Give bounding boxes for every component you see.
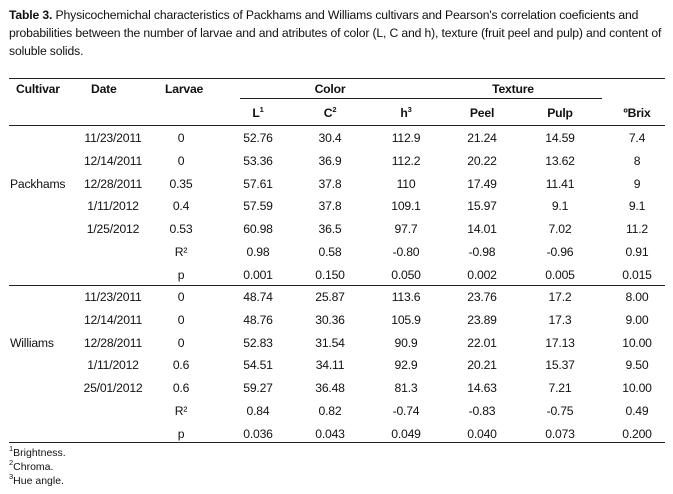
cell-h: 90.9 [394,335,418,350]
cell-date: 12/14/2011 [83,312,143,327]
cell-L: 0.001 [243,267,273,282]
cell-larvae: 0 [177,153,185,168]
cell-brix: 9.50 [625,358,649,373]
header-C: $C^2$ [323,105,337,120]
cell-C: 36.48 [315,381,345,396]
cell-L: 0.84 [246,404,270,418]
cell-brix: 10.00 [622,381,652,396]
header-date: Date [91,82,117,96]
footnote-1: $^1$Brightness. [9,444,66,459]
cell-h: -0.74 [392,404,420,418]
cell-pulp: 15.37 [545,358,575,373]
cell-L: 59.27 [243,381,273,396]
cell-L: 48.74 [243,290,273,304]
cell-C: 34.11 [315,358,345,373]
cell-C: 0.58 [318,245,342,259]
cell-brix: 0.015 [622,267,652,282]
group-divider-rule [9,285,665,286]
cell-brix: 9.00 [625,312,649,327]
cell-date: 11/23/2011 [84,131,142,145]
cell-L: 52.83 [243,335,273,350]
cell-C: 31.54 [315,335,345,350]
cell-h: 112.9 [391,131,421,145]
cell-pulp: 0.073 [545,426,575,441]
cell-brix: 0.49 [625,404,649,418]
cell-larvae: 0 [177,290,185,304]
cell-pulp: 17.2 [548,290,572,304]
cell-C: 36.5 [318,222,342,237]
cell-peel: 23.89 [467,312,497,327]
cell-larvae: R² [174,404,188,418]
cell-brix: 8 [633,153,641,168]
cell-brix: 8.00 [625,290,649,304]
cell-date: 12/14/2011 [83,153,143,168]
cell-larvae: 0 [177,335,185,350]
cell-L: 53.36 [243,153,273,168]
table-caption [9,6,669,60]
header-L: $L^1$ [252,105,264,120]
footnote-3: $^3$Hue angle. [9,472,64,487]
header-brix: ºBrix [623,106,651,120]
cell-C: 37.8 [318,176,342,191]
cell-peel: 15.97 [467,199,497,214]
cell-pulp: 17.3 [548,312,572,327]
cell-brix: 0.91 [625,245,649,259]
cell-brix: 10.00 [622,335,652,350]
cell-C: 37.8 [318,199,342,214]
cell-pulp: 17.13 [545,335,575,350]
cell-pulp: 7.21 [548,381,572,396]
cell-larvae: 0.6 [172,358,190,373]
cell-h: 113.6 [391,290,421,304]
cell-brix: 9 [633,176,641,191]
cell-h: 0.049 [391,426,421,441]
cell-peel: -0.98 [468,245,496,259]
cell-h: 0.050 [391,267,421,282]
footnote-2: $^2$Chroma. [9,458,54,473]
cell-date: 1/11/2012 [87,358,139,373]
cell-L: 57.61 [243,176,273,191]
cell-h: 81.3 [394,381,418,396]
cell-h: -0.80 [392,245,420,259]
cell-L: 60.98 [243,222,273,237]
group-subrule [240,98,602,99]
cell-larvae: 0 [177,131,185,145]
cell-h: 110 [396,176,416,191]
cell-L: 52.76 [243,131,273,145]
cell-pulp: 11.41 [545,176,575,191]
cell-date: 1/25/2012 [86,222,140,237]
cell-L: 0.036 [243,426,273,441]
cell-h: 105.9 [391,312,421,327]
cell-peel: 22.01 [467,335,497,350]
cell-larvae: 0 [177,312,185,327]
header-pulp: Pulp [547,106,573,120]
cell-larvae: p [177,267,185,282]
cell-h: 97.7 [394,222,418,237]
cell-peel: 23.76 [467,290,497,304]
cell-peel: 0.002 [467,267,497,282]
cell-C: 36.9 [318,153,342,168]
cultivar-label: Packhams [10,176,66,191]
cell-C: 0.150 [315,267,345,282]
cell-peel: 20.21 [467,358,497,373]
cell-peel: 17.49 [467,176,497,191]
cell-brix: 9.1 [628,199,646,214]
cell-date: 11/23/2011 [84,290,142,304]
cell-peel: 14.63 [467,381,497,396]
cell-L: 54.51 [243,358,273,373]
cell-larvae: 0.4 [172,199,190,214]
cell-larvae: 0.35 [169,176,193,191]
cell-peel: -0.83 [468,404,496,418]
cell-larvae: 0.53 [169,222,193,237]
header-texture-group: Texture [492,82,534,96]
header-color-group: Color [314,82,346,96]
cell-peel: 20.22 [467,153,497,168]
cell-pulp: -0.75 [546,404,574,418]
cell-date: 1/11/2012 [87,199,139,214]
cell-C: 0.82 [318,404,342,418]
cell-C: 30.4 [318,131,342,145]
header-rule [9,125,665,126]
cell-C: 0.043 [315,426,345,441]
cell-larvae: 0.6 [172,381,190,396]
cell-pulp: 9.1 [551,199,569,214]
cell-pulp: -0.96 [546,245,574,259]
bottom-rule [9,442,665,443]
cell-brix: 7.4 [628,131,646,145]
cell-date: 12/28/2011 [83,335,143,350]
cell-peel: 0.040 [467,426,497,441]
cell-peel: 21.24 [467,131,497,145]
cell-pulp: 0.005 [545,267,575,282]
cell-L: 48.76 [243,312,273,327]
header-cultivar: Cultivar [16,82,60,96]
cell-larvae: R² [174,245,188,259]
cell-h: 92.9 [394,358,418,373]
cell-brix: 11.2 [625,222,649,237]
cell-pulp: 14.59 [545,131,575,145]
header-larvae: Larvae [165,82,204,96]
cell-L: 0.98 [246,245,270,259]
cell-larvae: p [177,426,185,441]
cultivar-label: Williams [10,335,54,350]
cell-peel: 14.01 [467,222,497,237]
top-rule [9,78,665,79]
cell-date: 12/28/2011 [83,176,143,191]
cell-brix: 0.200 [622,426,652,441]
cell-h: 109.1 [391,199,421,214]
header-peel: Peel [469,106,495,120]
cell-h: 112.2 [391,153,421,168]
table-label: Table 3. [9,8,53,22]
caption-text: Physicochemichal characteristics of Packhams and Williams cultivars and Pearson's correlation coeficients and probabilities between the number of larvae and and atributes of color (L, C and h), texture (fruit peel and pulp) and content of soluble solids. [9,8,662,58]
cell-date: 25/01/2012 [83,381,143,396]
header-h: $h^3$ [400,105,412,120]
cell-L: 57.59 [243,199,273,214]
cell-C: 25.87 [315,290,345,304]
cell-C: 30.36 [315,312,345,327]
cell-pulp: 7.02 [548,222,572,237]
cell-pulp: 13.62 [545,153,575,168]
